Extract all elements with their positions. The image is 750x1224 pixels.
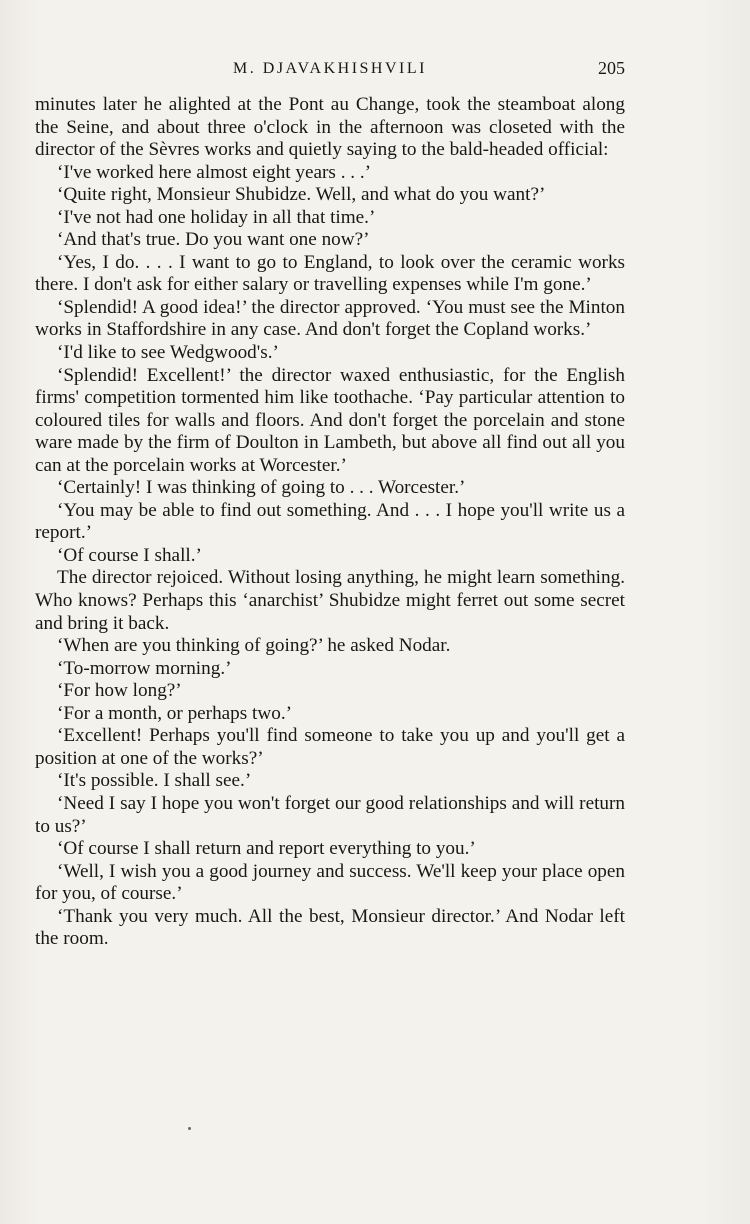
paragraph: ‘Thank you very much. All the best, Monsieur director.’ And Nodar left the room. bbox=[35, 905, 625, 950]
page-header bbox=[35, 58, 625, 82]
paragraph: ‘Yes, I do. . . . I want to go to England, to look over the ceramic works there. I don't ask for either salary or travelling expenses while I'm gone.’ bbox=[35, 251, 625, 296]
paragraph: ‘Certainly! I was thinking of going to . . . Worcester.’ bbox=[57, 477, 466, 499]
paragraph: ‘Quite right, Monsieur Shubidze. Well, and what do you want?’ bbox=[57, 184, 546, 206]
paragraph: ‘And that's true. Do you want one now?’ bbox=[57, 229, 370, 251]
paragraph: ‘For a month, or perhaps two.’ bbox=[57, 702, 293, 724]
running-head: M. DJAVAKHISHVILI bbox=[233, 60, 427, 77]
paragraph: ‘I've worked here almost eight years . . .’ bbox=[57, 161, 372, 183]
paragraph: ‘It's possible. I shall see.’ bbox=[57, 770, 252, 792]
paragraph: ‘You may be able to find out something. And . . . I hope you'll write us a report.’ bbox=[35, 499, 625, 544]
paragraph: ‘Well, I wish you a good journey and success. We'll keep your place open for you, of course.’ bbox=[35, 860, 625, 905]
paragraph: ‘To-morrow morning.’ bbox=[57, 657, 232, 679]
paragraph: minutes later he alighted at the Pont au Change, took the steamboat along the Seine, and about three o'clock in the afternoon was closeted with the director of the Sèvres works and quietly saying to the bald-headed official: bbox=[35, 94, 625, 161]
body-text bbox=[35, 94, 625, 951]
paragraph: The director rejoiced. Without losing anything, he might learn something. Who knows? Perhaps this ‘anarchist’ Shubidze might ferret out some secret and bring it back. bbox=[35, 567, 625, 634]
paragraph: ‘For how long?’ bbox=[57, 680, 182, 702]
paragraph: ‘Splendid! Excellent!’ the director waxed enthusiastic, for the English firms' competition tormented him like toothache. ‘Pay particular attention to coloured tiles for walls and floors. And don't forget the porcelain and stone ware made by the firm of Doulton in Lambeth, but above all find out all you can at the porcelain works at Worcester.’ bbox=[35, 364, 625, 476]
paragraph: ‘Excellent! Perhaps you'll find someone to take you up and you'll get a position at one of the works?’ bbox=[35, 725, 625, 769]
paragraph: ‘I've not had one holiday in all that time.’ bbox=[57, 206, 376, 228]
page-number: 205 bbox=[598, 58, 625, 78]
page-speck bbox=[188, 1127, 191, 1130]
paragraph: ‘I'd like to see Wedgwood's.’ bbox=[57, 342, 279, 364]
paragraph: ‘Of course I shall.’ bbox=[57, 544, 202, 566]
paragraph: ‘Splendid! A good idea!’ the director approved. ‘You must see the Minton works in Staffordshire in any case. And don't forget the Copland works.’ bbox=[35, 296, 625, 341]
paragraph: ‘When are you thinking of going?’ he asked Nodar. bbox=[57, 635, 451, 657]
paragraph: ‘Of course I shall return and report everything to you.’ bbox=[57, 838, 476, 860]
paragraph: ‘Need I say I hope you won't forget our good relationships and will return to us?’ bbox=[35, 792, 625, 837]
